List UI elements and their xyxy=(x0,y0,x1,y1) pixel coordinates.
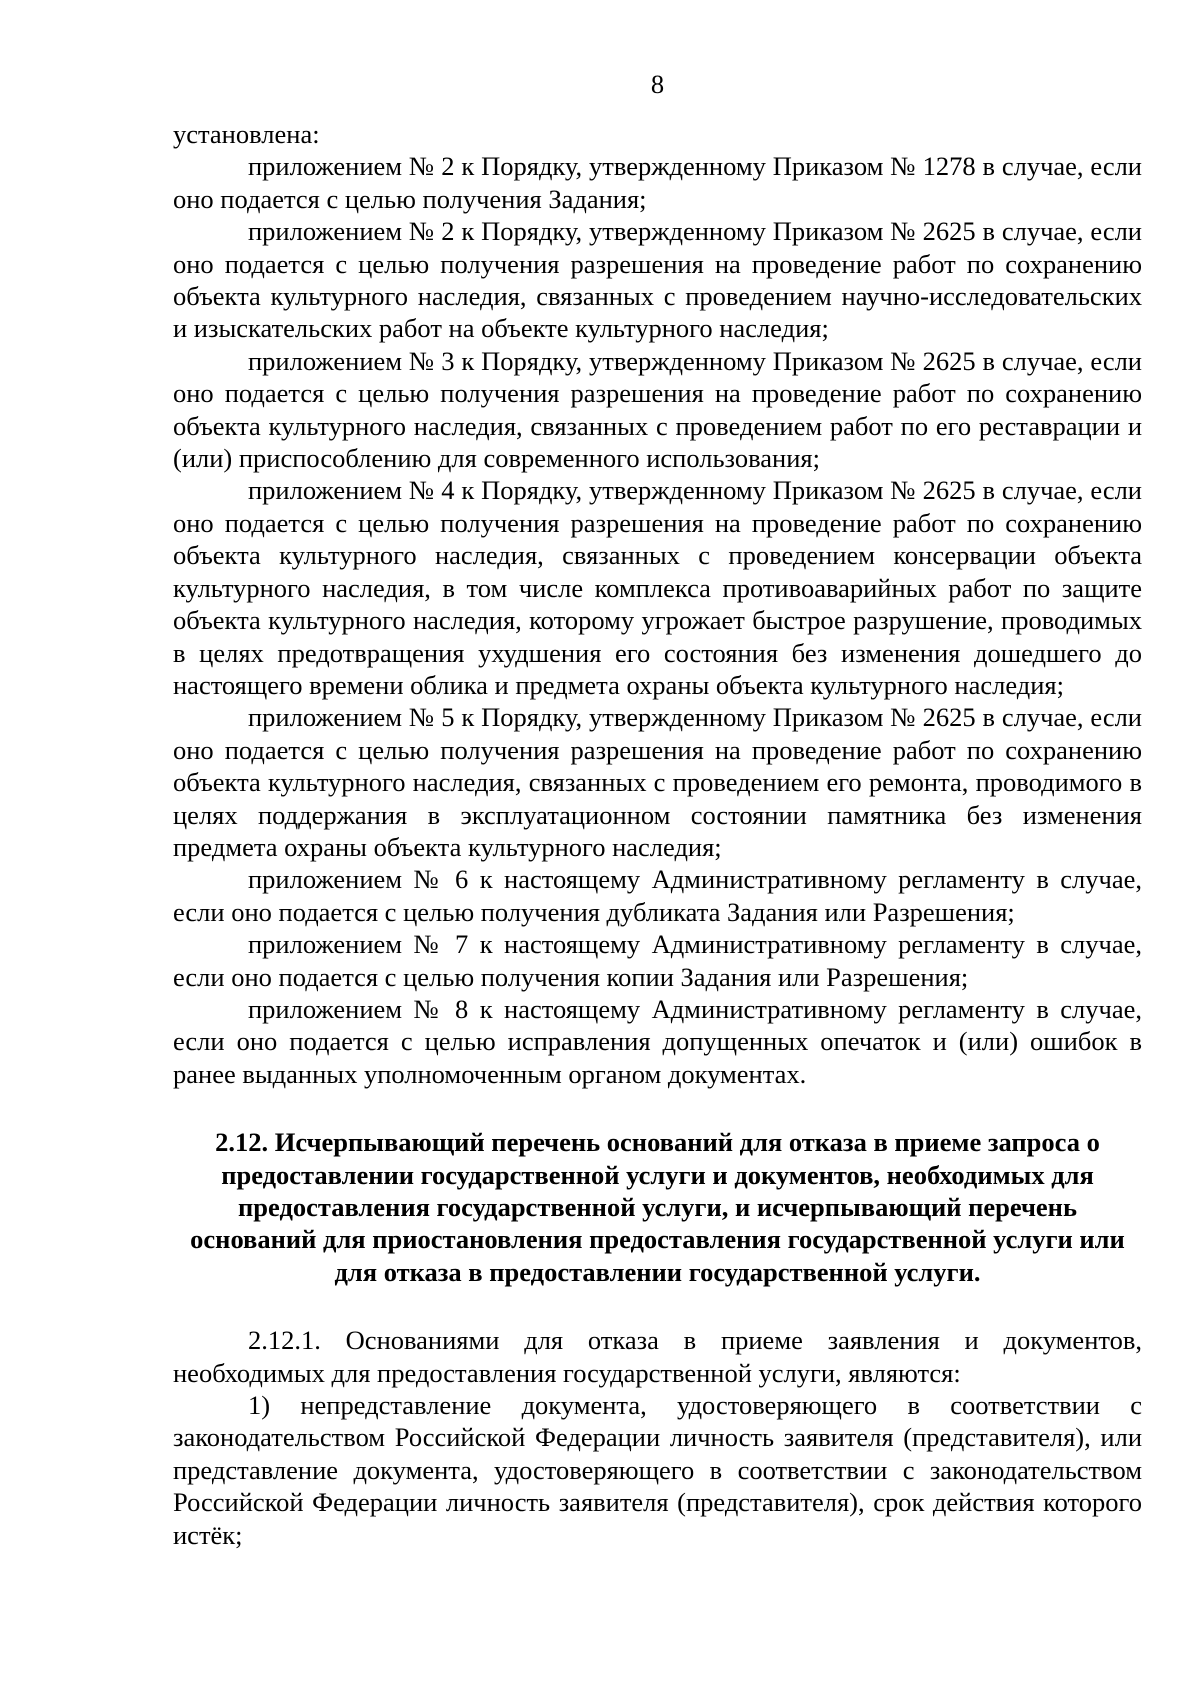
paragraph: 2.12.1. Основаниями для отказа в приеме заявления и документов, необходимых для предоставления государственной услуги, являются: xyxy=(173,1325,1142,1388)
page-number: 8 xyxy=(650,69,665,99)
paragraph: установлена: xyxy=(173,119,320,149)
section-heading: 2.12. Исчерпывающий перечень оснований для отказа в приеме запроса о предоставлении государственной услуги и документов, необходимых для предоставления государственной услуги, и исчерпывающий перечень оснований для приостановления предоставления государственной услуги или для отказа в предоставлении государственной услуги. xyxy=(190,1127,1125,1287)
paragraph: приложением № 5 к Порядку, утвержденному Приказом № 2625 в случае, если оно подается с целью получения разрешения на проведение работ по сохранению объекта культурного наследия, связанных с проведением его ремонта, проводимого в целях поддержания в эксплуатационном состоянии памятника без изменения предмета охраны объекта культурного наследия; xyxy=(173,702,1142,862)
paragraph: приложением № 6 к настоящему Административному регламенту в случае, если оно подается с целью получения дубликата Задания или Разрешения; xyxy=(173,864,1142,927)
paragraph: приложением № 7 к настоящему Административному регламенту в случае, если оно подается с целью получения копии Задания или Разрешения; xyxy=(173,929,1142,992)
paragraph: приложением № 8 к настоящему Административному регламенту в случае, если оно подается с целью исправления допущенных опечаток и (или) ошибок в ранее выданных уполномоченным органом документах. xyxy=(173,993,1142,1089)
paragraph: приложением № 4 к Порядку, утвержденному Приказом № 2625 в случае, если оно подается с целью получения разрешения на проведение работ по сохранению объекта культурного наследия, связанных с проведением консервации объекта культурного наследия, в том числе комплекса противоаварийных работ по защите объекта культурного наследия, которому угрожает быстрое разрушение, проводимых в целях предотвращения ухудшения его состояния без изменения дошедшего до настоящего времени облика и предмета охраны объекта культурного наследия; xyxy=(173,475,1142,700)
paragraph: приложением № 2 к Порядку, утвержденному Приказом № 1278 в случае, если оно подается с целью получения Задания; xyxy=(173,151,1142,214)
paragraph: приложением № 2 к Порядку, утвержденному Приказом № 2625 в случае, если оно подается с целью получения разрешения на проведение работ по сохранению объекта культурного наследия, связанных с проведением научно-исследовательских и изыскательских работ на объекте культурного наследия; xyxy=(173,216,1142,344)
paragraph: 1) непредставление документа, удостоверяющего в соответствии с законодательством Российской Федерации личность заявителя (представителя), или представление документа, удостоверяющего в соответствии с законодательством Российской Федерации личность заявителя (представителя), срок действия которого истёк; xyxy=(173,1390,1142,1550)
paragraphs-top xyxy=(173,118,1142,1090)
paragraph: приложением № 3 к Порядку, утвержденному Приказом № 2625 в случае, если оно подается с целью получения разрешения на проведение работ по сохранению объекта культурного наследия, связанных с проведением работ по его реставрации и (или) приспособлению для современного использования; xyxy=(173,345,1142,474)
document-page xyxy=(173,60,1142,1551)
paragraphs-bottom xyxy=(173,1324,1142,1551)
